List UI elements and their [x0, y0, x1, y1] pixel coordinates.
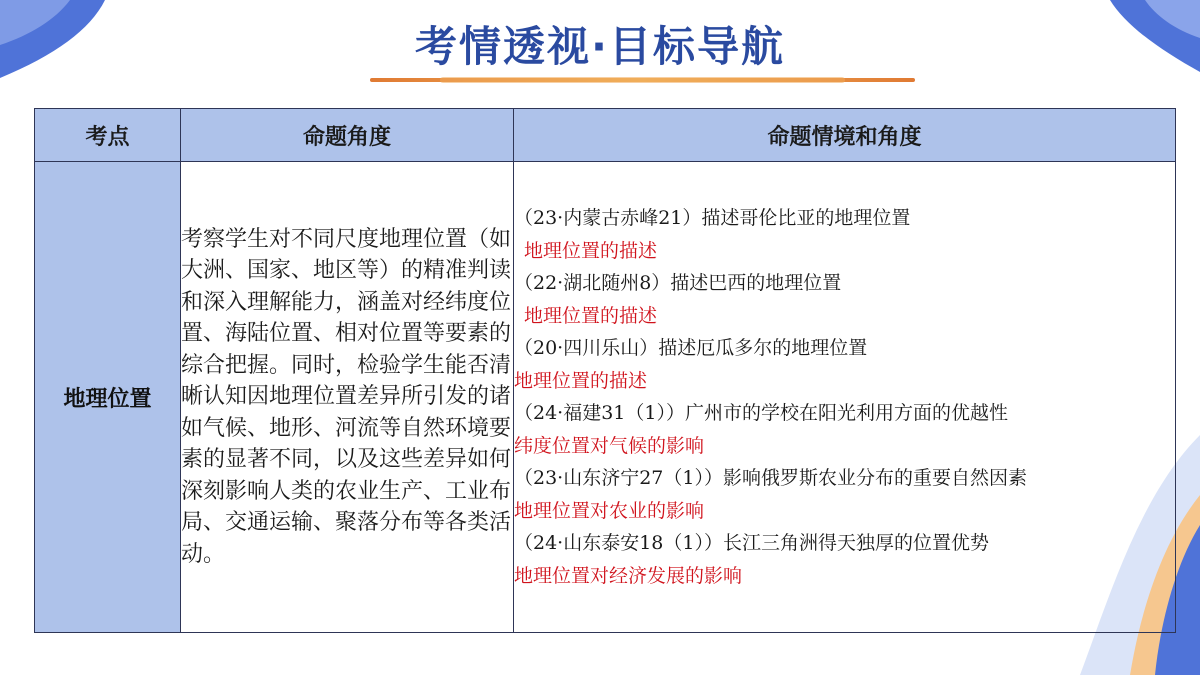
exam-analysis-table: [34, 108, 1176, 633]
header-topic: 考点: [35, 109, 181, 162]
scene-answer: 地理位置对农业的影响: [514, 499, 705, 522]
angle-cell: 考察学生对不同尺度地理位置（如大洲、国家、地区等）的精准判读和深入理解能力，涵盖对经纬度位置、海陆位置、相对位置等要素的综合把握。同时，检验学生能否清晰认知因地理位置差异所引发的诸如气候、地形、河流等自然环境要素的显著不同，以及这些差异如何深刻影响人类的农业生产、工业布局、交通运输、聚落分布等各类活动。: [181, 162, 514, 633]
table-row: [35, 162, 1176, 633]
scene-item-4: [514, 397, 1175, 462]
scene-question: （22·湖北随州8）描述巴西的地理位置: [514, 272, 842, 294]
scene-item-3: [514, 332, 1175, 397]
scene-answer: 地理位置的描述: [514, 369, 648, 392]
page-title: 考情透视·目标导航: [415, 22, 785, 71]
scene-question: （24·山东泰安18（1））长江三角洲得天独厚的位置优势: [514, 532, 989, 554]
scene-answer: 地理位置对经济发展的影响: [514, 564, 743, 587]
scene-answer: 地理位置的描述: [524, 239, 658, 262]
scene-question: （20·四川乐山）描述厄瓜多尔的地理位置: [514, 337, 868, 359]
scene-item-6: [514, 527, 1175, 592]
scene-question: （24·福建31（1））广州市的学校在阳光利用方面的优越性: [514, 402, 1008, 424]
title-underline: [370, 78, 915, 82]
scenes-cell: [514, 162, 1176, 633]
scene-answer: 地理位置的描述: [524, 304, 658, 327]
scene-answer: 纬度位置对气候的影响: [514, 434, 705, 457]
header-scenes: 命题情境和角度: [514, 109, 1176, 162]
header-angle: 命题角度: [181, 109, 514, 162]
scene-question: （23·内蒙古赤峰21）描述哥伦比亚的地理位置: [514, 207, 911, 229]
topic-cell: 地理位置: [35, 162, 181, 633]
table-header-row: [35, 109, 1176, 162]
scene-item-1: [514, 202, 1175, 267]
scene-question: （23·山东济宁27（1））影响俄罗斯农业分布的重要自然因素: [514, 467, 1027, 489]
scene-item-2: [514, 267, 1175, 332]
scene-item-5: [514, 462, 1175, 527]
